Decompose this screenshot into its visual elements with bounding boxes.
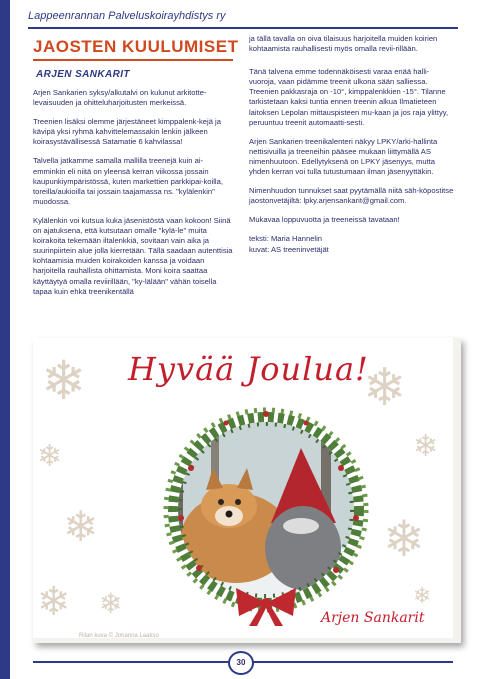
article-title: ARJEN SANKARIT (36, 69, 130, 80)
article-paragraph: Nimenhuudon tunnukset saat pyytämällä niitä säh-köpostitse jaostonvetäjiltä: lpky.arjensankarit@gmail.com. (249, 186, 454, 206)
page-number: 30 (228, 651, 254, 675)
wreath-photo (151, 398, 381, 628)
article-paragraph: Mukavaa loppuvuotta ja treeneissä tavataan! (249, 215, 400, 225)
article-paragraph: Talvella jatkamme samalla mallilla treenejä kuin ai-emminkin eli niitä on yleensä kerran viikossa jossain kaupunkiympäristössä, kuten markettien parkkipai-koilla, toreilla/aukioilla tai jossain taajamassa ns. "kylälenkin" muodossa. (33, 156, 223, 206)
article-right-column (249, 34, 454, 255)
snowflake-icon: ❄ (37, 439, 63, 474)
article-left-column (33, 88, 233, 306)
article-paragraph: Arjen Sankarien syksy/alkutalvi on kulunut arkitotte-levaisuuden ja ohitteluharjoitusten merkeissä. (33, 88, 207, 108)
snowflake-icon: ❄ (63, 502, 99, 551)
left-accent-stripe (0, 0, 10, 679)
section-title: JAOSTEN KUULUMISET (33, 37, 239, 56)
article-paragraph: Treenien lisäksi olemme järjestäneet kimppalenk-kejä ja kävipä yksi ryhmä kahvittelemassakin lenkin jälkeen koirasystävällisessä Satamatie 6 kahvilassa! (33, 117, 221, 147)
photo-credit-line: kuvat: AS treeninvetäjät (249, 244, 329, 254)
christmas-card (33, 338, 461, 643)
snowflake-icon: ❄ (413, 584, 432, 609)
snowflake-icon: ❄ (363, 358, 407, 418)
snowflake-icon: ❄ (413, 429, 439, 464)
card-greeting: Hyvää Joulua! (128, 350, 369, 388)
snowflake-icon: ❄ (41, 349, 87, 412)
article-paragraph: Kylälenkin voi kutsua kuka jäsenistöstä vaan kokoon! Siinä on ajatuksena, että kutsutaan omalle "kylä-le" muita koirakoita tekemään iltalenkkiä, sovitaan vain aika ja suurinpiirtein alue jolla kierretään. Tällä saadaan autenttisia kohtaamisia muiden koirakoiden kanssa ja voidaan harjoitella rauhallista ohittamista. Moni koira saattaa käyttäytyä omalla reviirillään, "ky-lälään" vähän toisella tapaa kuin ehkä treenikentällä (33, 215, 233, 296)
photo-copyright: Rilan kuva © Johanna Laakso (79, 633, 159, 639)
article-paragraph: ja tällä tavalla on oiva tilaisuus harjoitella muiden koirien kohtaamista rauhallisesti myös omalla revii-rillään. (249, 34, 438, 54)
article-paragraph: Tänä talvena emme todennäköisesti varaa enää halli-vuoroja, vaan pidämme treenit ulkona sään salliessa. Treenien pakkasraja on -10°, kimppalenkkien -15°. Tilanne tarkistetaan kaksi tuntia ennen treenin alkua Ilmatieteen laitoksen Lepolan mittauspisteen mu-kaan ja jos raja ylittyy, peruuntuu treenit automaatti-sesti. (249, 67, 449, 127)
article-paragraph: Arjen Sankarien treenikalenteri näkyy LPKY/arki-hallinta nettisivuilla ja treeneihin pääsee mukaan liittymällä AS nimenhuutoon. Edellytyksenä on LPKY jäsenyys, mutta yhden kerran voi tulla tutustumaan ilman jäsenyyttäkin. (249, 136, 438, 177)
snowflake-icon: ❄ (37, 579, 71, 625)
snowflake-icon: ❄ (99, 587, 123, 620)
section-title-underline (33, 59, 233, 61)
card-signature: Arjen Sankarit (321, 610, 425, 626)
snowflake-icon: ❄ (383, 510, 425, 568)
christmas-card-inner (33, 338, 453, 638)
header-divider (28, 27, 458, 29)
page-header: Lappeenrannan Palveluskoirayhdistys ry (28, 10, 226, 22)
text-credit: teksti: Maria Hannelin (249, 234, 323, 244)
article-credits (249, 234, 454, 254)
